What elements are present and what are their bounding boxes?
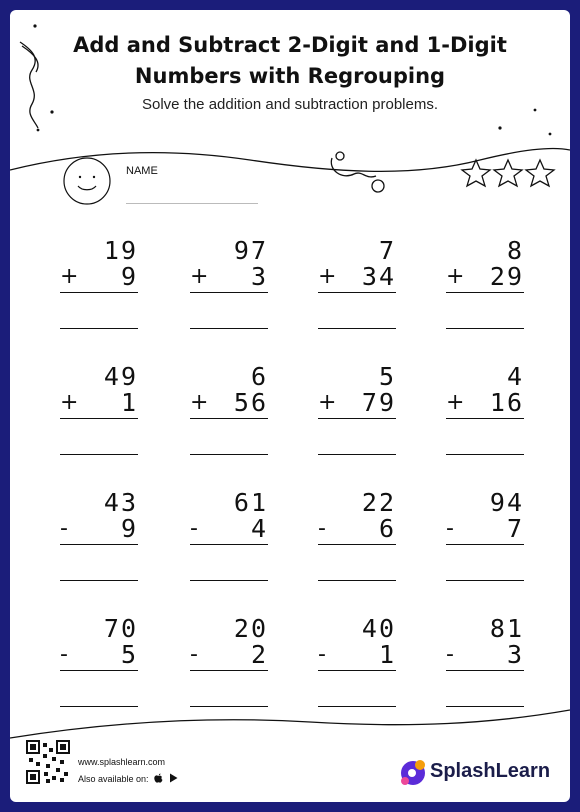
problem-14 bbox=[190, 616, 270, 716]
available-on bbox=[78, 773, 178, 784]
title-line-2: Numbers with Regrouping bbox=[134, 64, 446, 88]
apple-icon[interactable] bbox=[154, 773, 163, 783]
problem-rule-line bbox=[60, 670, 138, 671]
answer-line[interactable] bbox=[190, 580, 268, 581]
problem-rule-line bbox=[446, 292, 524, 293]
problem-bottom-number: 79 bbox=[361, 388, 396, 417]
problem-operator: + bbox=[318, 390, 337, 415]
problem-operator: + bbox=[446, 264, 465, 289]
answer-line[interactable] bbox=[190, 706, 268, 707]
answer-line[interactable] bbox=[318, 580, 396, 581]
problem-rule-line bbox=[318, 418, 396, 419]
problem-operator: - bbox=[60, 642, 68, 667]
brand-name: SplashLearn bbox=[430, 760, 551, 782]
problem-rule-line bbox=[60, 544, 138, 545]
problem-operator: - bbox=[318, 642, 326, 667]
answer-line[interactable] bbox=[60, 454, 138, 455]
problem-top-number: 97 bbox=[233, 236, 268, 265]
problem-rule-line bbox=[318, 292, 396, 293]
problem-top-number: 20 bbox=[233, 614, 268, 643]
name-label: NAME bbox=[126, 165, 158, 177]
problem-top-number: 22 bbox=[361, 488, 396, 517]
problem-1 bbox=[60, 238, 140, 338]
problem-5 bbox=[60, 364, 140, 464]
problem-top-number: 19 bbox=[103, 236, 138, 265]
splashlearn-logo-icon bbox=[398, 758, 428, 788]
problem-rule-line bbox=[190, 544, 268, 545]
problem-operator: + bbox=[190, 390, 209, 415]
answer-line[interactable] bbox=[446, 454, 524, 455]
problem-bottom-number: 9 bbox=[120, 262, 138, 291]
problem-9 bbox=[60, 490, 140, 590]
answer-line[interactable] bbox=[60, 580, 138, 581]
problem-bottom-number: 6 bbox=[378, 514, 396, 543]
problem-bottom-number: 56 bbox=[233, 388, 268, 417]
problem-rule-line bbox=[190, 418, 268, 419]
problem-operator: - bbox=[318, 516, 326, 541]
website-link[interactable]: www.splashlearn.com bbox=[78, 757, 166, 767]
problem-operator: + bbox=[318, 264, 337, 289]
problem-bottom-number: 3 bbox=[250, 262, 268, 291]
problem-rule-line bbox=[60, 292, 138, 293]
problem-bottom-number: 9 bbox=[120, 514, 138, 543]
answer-line[interactable] bbox=[318, 706, 396, 707]
answer-line[interactable] bbox=[60, 706, 138, 707]
problem-2 bbox=[190, 238, 270, 338]
problem-operator: - bbox=[446, 516, 454, 541]
problem-top-number: 94 bbox=[489, 488, 524, 517]
problem-top-number: 7 bbox=[378, 236, 396, 265]
available-on-label: Also available on: bbox=[78, 774, 149, 784]
problem-top-number: 49 bbox=[103, 362, 138, 391]
answer-line[interactable] bbox=[446, 580, 524, 581]
problem-rule-line bbox=[446, 544, 524, 545]
problem-top-number: 6 bbox=[250, 362, 268, 391]
title-line-1: Add and Subtract 2-Digit and 1-Digit bbox=[73, 33, 507, 57]
problem-operator: + bbox=[190, 264, 209, 289]
problem-grid bbox=[10, 10, 570, 802]
answer-line[interactable] bbox=[318, 328, 396, 329]
problem-bottom-number: 16 bbox=[489, 388, 524, 417]
answer-line[interactable] bbox=[190, 454, 268, 455]
worksheet-page bbox=[10, 10, 570, 802]
problem-16 bbox=[446, 616, 526, 716]
problem-operator: + bbox=[60, 390, 79, 415]
problem-15 bbox=[318, 616, 398, 716]
play-store-icon[interactable] bbox=[169, 773, 178, 783]
answer-line[interactable] bbox=[446, 706, 524, 707]
problem-rule-line bbox=[60, 418, 138, 419]
problem-bottom-number: 4 bbox=[250, 514, 268, 543]
problem-13 bbox=[60, 616, 140, 716]
problem-rule-line bbox=[446, 670, 524, 671]
problem-operator: + bbox=[446, 390, 465, 415]
problem-bottom-number: 5 bbox=[120, 640, 138, 669]
answer-line[interactable] bbox=[60, 328, 138, 329]
problem-11 bbox=[318, 490, 398, 590]
problem-7 bbox=[318, 364, 398, 464]
problem-10 bbox=[190, 490, 270, 590]
problem-rule-line bbox=[190, 670, 268, 671]
problem-top-number: 61 bbox=[233, 488, 268, 517]
problem-bottom-number: 1 bbox=[120, 388, 138, 417]
problem-operator: - bbox=[190, 642, 198, 667]
problem-4 bbox=[446, 238, 526, 338]
problem-top-number: 81 bbox=[489, 614, 524, 643]
answer-line[interactable] bbox=[190, 328, 268, 329]
answer-line[interactable] bbox=[446, 328, 524, 329]
problem-rule-line bbox=[318, 544, 396, 545]
problem-top-number: 70 bbox=[103, 614, 138, 643]
problem-bottom-number: 7 bbox=[506, 514, 524, 543]
problem-top-number: 43 bbox=[103, 488, 138, 517]
problem-bottom-number: 1 bbox=[378, 640, 396, 669]
problem-rule-line bbox=[446, 418, 524, 419]
answer-line[interactable] bbox=[318, 454, 396, 455]
problem-operator: + bbox=[60, 264, 79, 289]
problem-rule-line bbox=[318, 670, 396, 671]
problem-top-number: 4 bbox=[506, 362, 524, 391]
problem-top-number: 8 bbox=[506, 236, 524, 265]
problem-6 bbox=[190, 364, 270, 464]
problem-top-number: 5 bbox=[378, 362, 396, 391]
problem-3 bbox=[318, 238, 398, 338]
problem-bottom-number: 34 bbox=[361, 262, 396, 291]
problem-rule-line bbox=[190, 292, 268, 293]
problem-12 bbox=[446, 490, 526, 590]
problem-operator: - bbox=[446, 642, 454, 667]
instructions: Solve the addition and subtraction problems. bbox=[141, 96, 438, 113]
problem-bottom-number: 3 bbox=[506, 640, 524, 669]
problem-operator: - bbox=[190, 516, 198, 541]
problem-bottom-number: 2 bbox=[250, 640, 268, 669]
problem-8 bbox=[446, 364, 526, 464]
problem-operator: - bbox=[60, 516, 68, 541]
problem-top-number: 40 bbox=[361, 614, 396, 643]
qr-code-icon bbox=[26, 740, 70, 784]
problem-bottom-number: 29 bbox=[489, 262, 524, 291]
